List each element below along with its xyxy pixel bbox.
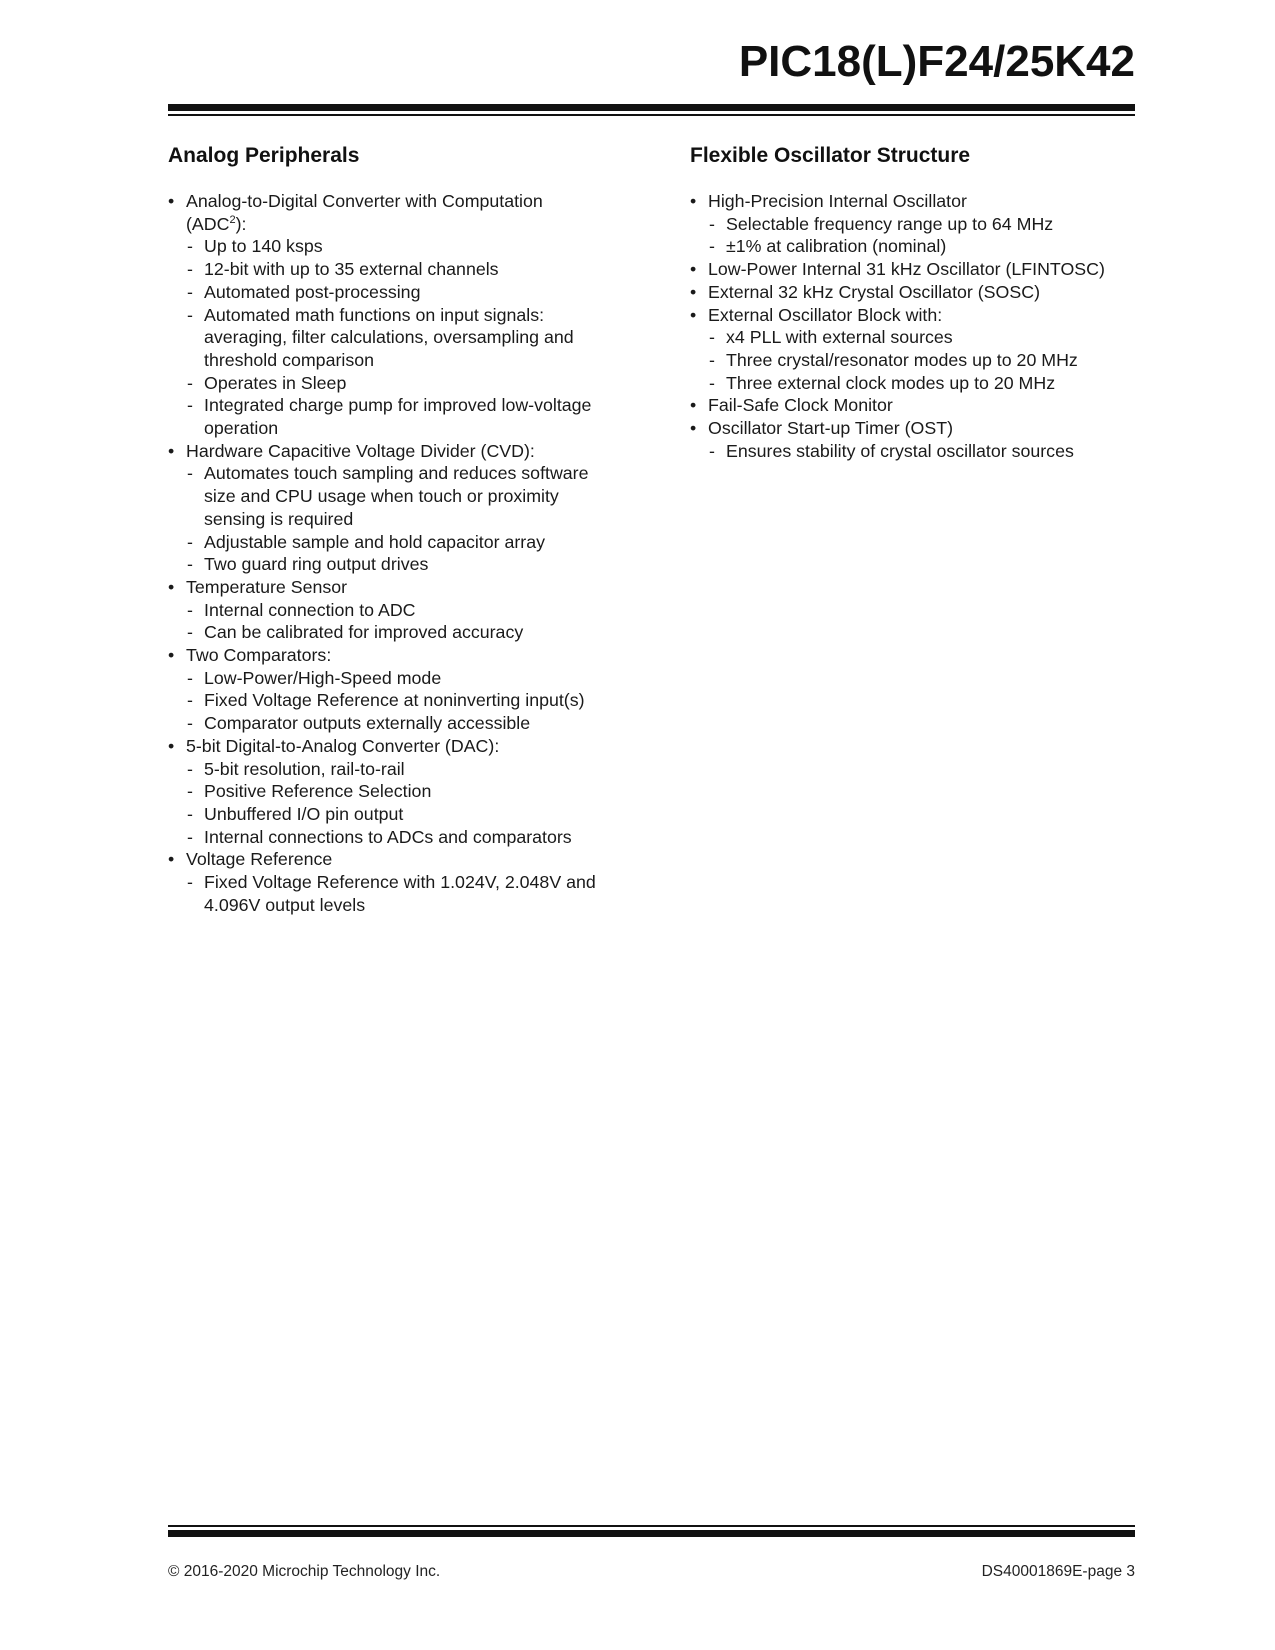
list-item-text: Automates touch sampling and reduces software size and CPU usage when touch or proximity sensing is required: [204, 463, 589, 529]
list-subitem: [168, 462, 608, 530]
list-item-text: Hardware Capacitive Voltage Divider (CVD):: [186, 440, 535, 461]
list-item-text: Three external clock modes up to 20 MHz: [726, 372, 1056, 393]
list-item-text: x4 PLL with external sources: [726, 327, 953, 348]
list-item: [690, 304, 1135, 327]
list-item: [690, 417, 1135, 440]
list-item-text: Unbuffered I/O pin output: [204, 803, 404, 824]
list-item-text: Comparator outputs externally accessible: [204, 713, 531, 734]
list-item: [168, 644, 608, 667]
list-item-text: Automated post-processing: [204, 281, 421, 302]
list-item-suffix: ):: [235, 213, 247, 234]
list-item-text: Up to 140 ksps: [204, 236, 323, 257]
list-subitem: [168, 235, 608, 258]
list-subitem: [690, 326, 1135, 349]
list-item: [690, 258, 1135, 281]
list-subitem: [168, 553, 608, 576]
footer-copyright: © 2016-2020 Microchip Technology Inc.: [168, 1563, 441, 1580]
list-item-text: Automated math functions on input signals: averaging, filter calculations, oversampling and threshold comparison: [204, 304, 574, 370]
list-item-text: Selectable frequency range up to 64 MHz: [726, 213, 1054, 234]
list-subitem: [168, 258, 608, 281]
list-subitem: [690, 235, 1135, 258]
list-item: [690, 190, 1135, 213]
list-item-text: 5-bit Digital-to-Analog Converter (DAC):: [186, 735, 500, 756]
list-subitem: [168, 803, 608, 826]
list-item-text: Voltage Reference: [186, 849, 333, 870]
list-item-text: External 32 kHz Crystal Oscillator (SOSC): [708, 281, 1040, 302]
analog-peripherals-heading: Analog Peripherals: [168, 144, 360, 167]
list-subitem: [168, 758, 608, 781]
list-item-text: Low-Power Internal 31 kHz Oscillator (LFINTOSC): [708, 259, 1105, 280]
list-item-text: Oscillator Start-up Timer (OST): [708, 418, 954, 439]
list-subitem: [168, 871, 608, 916]
list-item: [168, 576, 608, 599]
list-item-text: Internal connection to ADC: [204, 599, 416, 620]
oscillator-structure-column: [690, 142, 1135, 462]
list-item-text: High-Precision Internal Oscillator: [708, 191, 967, 211]
list-item-text: Operates in Sleep: [204, 372, 347, 393]
list-item: [168, 848, 608, 871]
list-item-text: Three crystal/resonator modes up to 20 MHz: [726, 349, 1078, 370]
list-item-text: Analog-to-Digital Converter with Computation (ADC: [186, 191, 543, 234]
list-subitem: [168, 281, 608, 304]
list-subitem: [168, 531, 608, 554]
list-item: [168, 440, 608, 463]
list-subitem: [690, 372, 1135, 395]
list-item-text: 12-bit with up to 35 external channels: [204, 259, 499, 280]
list-subitem: [168, 304, 608, 372]
list-subitem: [690, 349, 1135, 372]
list-item-text: Positive Reference Selection: [204, 781, 432, 802]
list-subitem: [168, 621, 608, 644]
list-subitem: [168, 372, 608, 395]
header-rule-thick: [168, 104, 1135, 111]
list-subitem: [168, 826, 608, 849]
list-subitem: [168, 599, 608, 622]
footer-page-ref: DS40001869E-page 3: [981, 1563, 1135, 1580]
list-item-text: Integrated charge pump for improved low-voltage operation: [204, 395, 592, 439]
document-title: PIC18(L)F24/25K42: [738, 37, 1135, 86]
list-item: [690, 394, 1135, 417]
list-subitem: [168, 712, 608, 735]
list-item-text: Fixed Voltage Reference at noninverting input(s): [204, 690, 585, 711]
list-item-text: Two Comparators:: [186, 645, 332, 666]
list-item-text: Low-Power/High-Speed mode: [204, 667, 442, 688]
list-item-text: Internal connections to ADCs and comparators: [204, 826, 572, 847]
analog-peripherals-column: [168, 142, 608, 917]
list-subitem: [168, 780, 608, 803]
list-item-text: Ensures stability of crystal oscillator sources: [726, 440, 1074, 461]
header-rule-thin: [168, 114, 1135, 116]
list-subitem: [168, 689, 608, 712]
list-item-text: Can be calibrated for improved accuracy: [204, 622, 524, 643]
oscillator-structure-list: [690, 190, 1135, 462]
list-item-text: 5-bit resolution, rail-to-rail: [204, 758, 405, 779]
footer-rule-thin: [168, 1525, 1135, 1527]
list-item-text: Adjustable sample and hold capacitor array: [204, 531, 546, 552]
list-item-text: External Oscillator Block with:: [708, 304, 943, 325]
list-item: [168, 190, 608, 235]
list-subitem: [690, 213, 1135, 236]
list-subitem: [168, 667, 608, 690]
list-item: [168, 735, 608, 758]
list-subitem: [690, 440, 1135, 463]
footer-rule-thick: [168, 1530, 1135, 1537]
list-item-text: ±1% at calibration (nominal): [726, 236, 947, 257]
oscillator-structure-heading: Flexible Oscillator Structure: [690, 144, 971, 167]
list-item-text: Two guard ring output drives: [204, 554, 429, 575]
analog-peripherals-list: [168, 190, 608, 917]
superscript: 2: [229, 213, 236, 226]
list-subitem: [168, 394, 608, 439]
list-item-text: Fixed Voltage Reference with 1.024V, 2.048V and 4.096V output levels: [204, 872, 596, 915]
list-item: [690, 281, 1135, 304]
list-item-text: Fail-Safe Clock Monitor: [708, 395, 893, 416]
list-item-text: Temperature Sensor: [186, 576, 348, 597]
